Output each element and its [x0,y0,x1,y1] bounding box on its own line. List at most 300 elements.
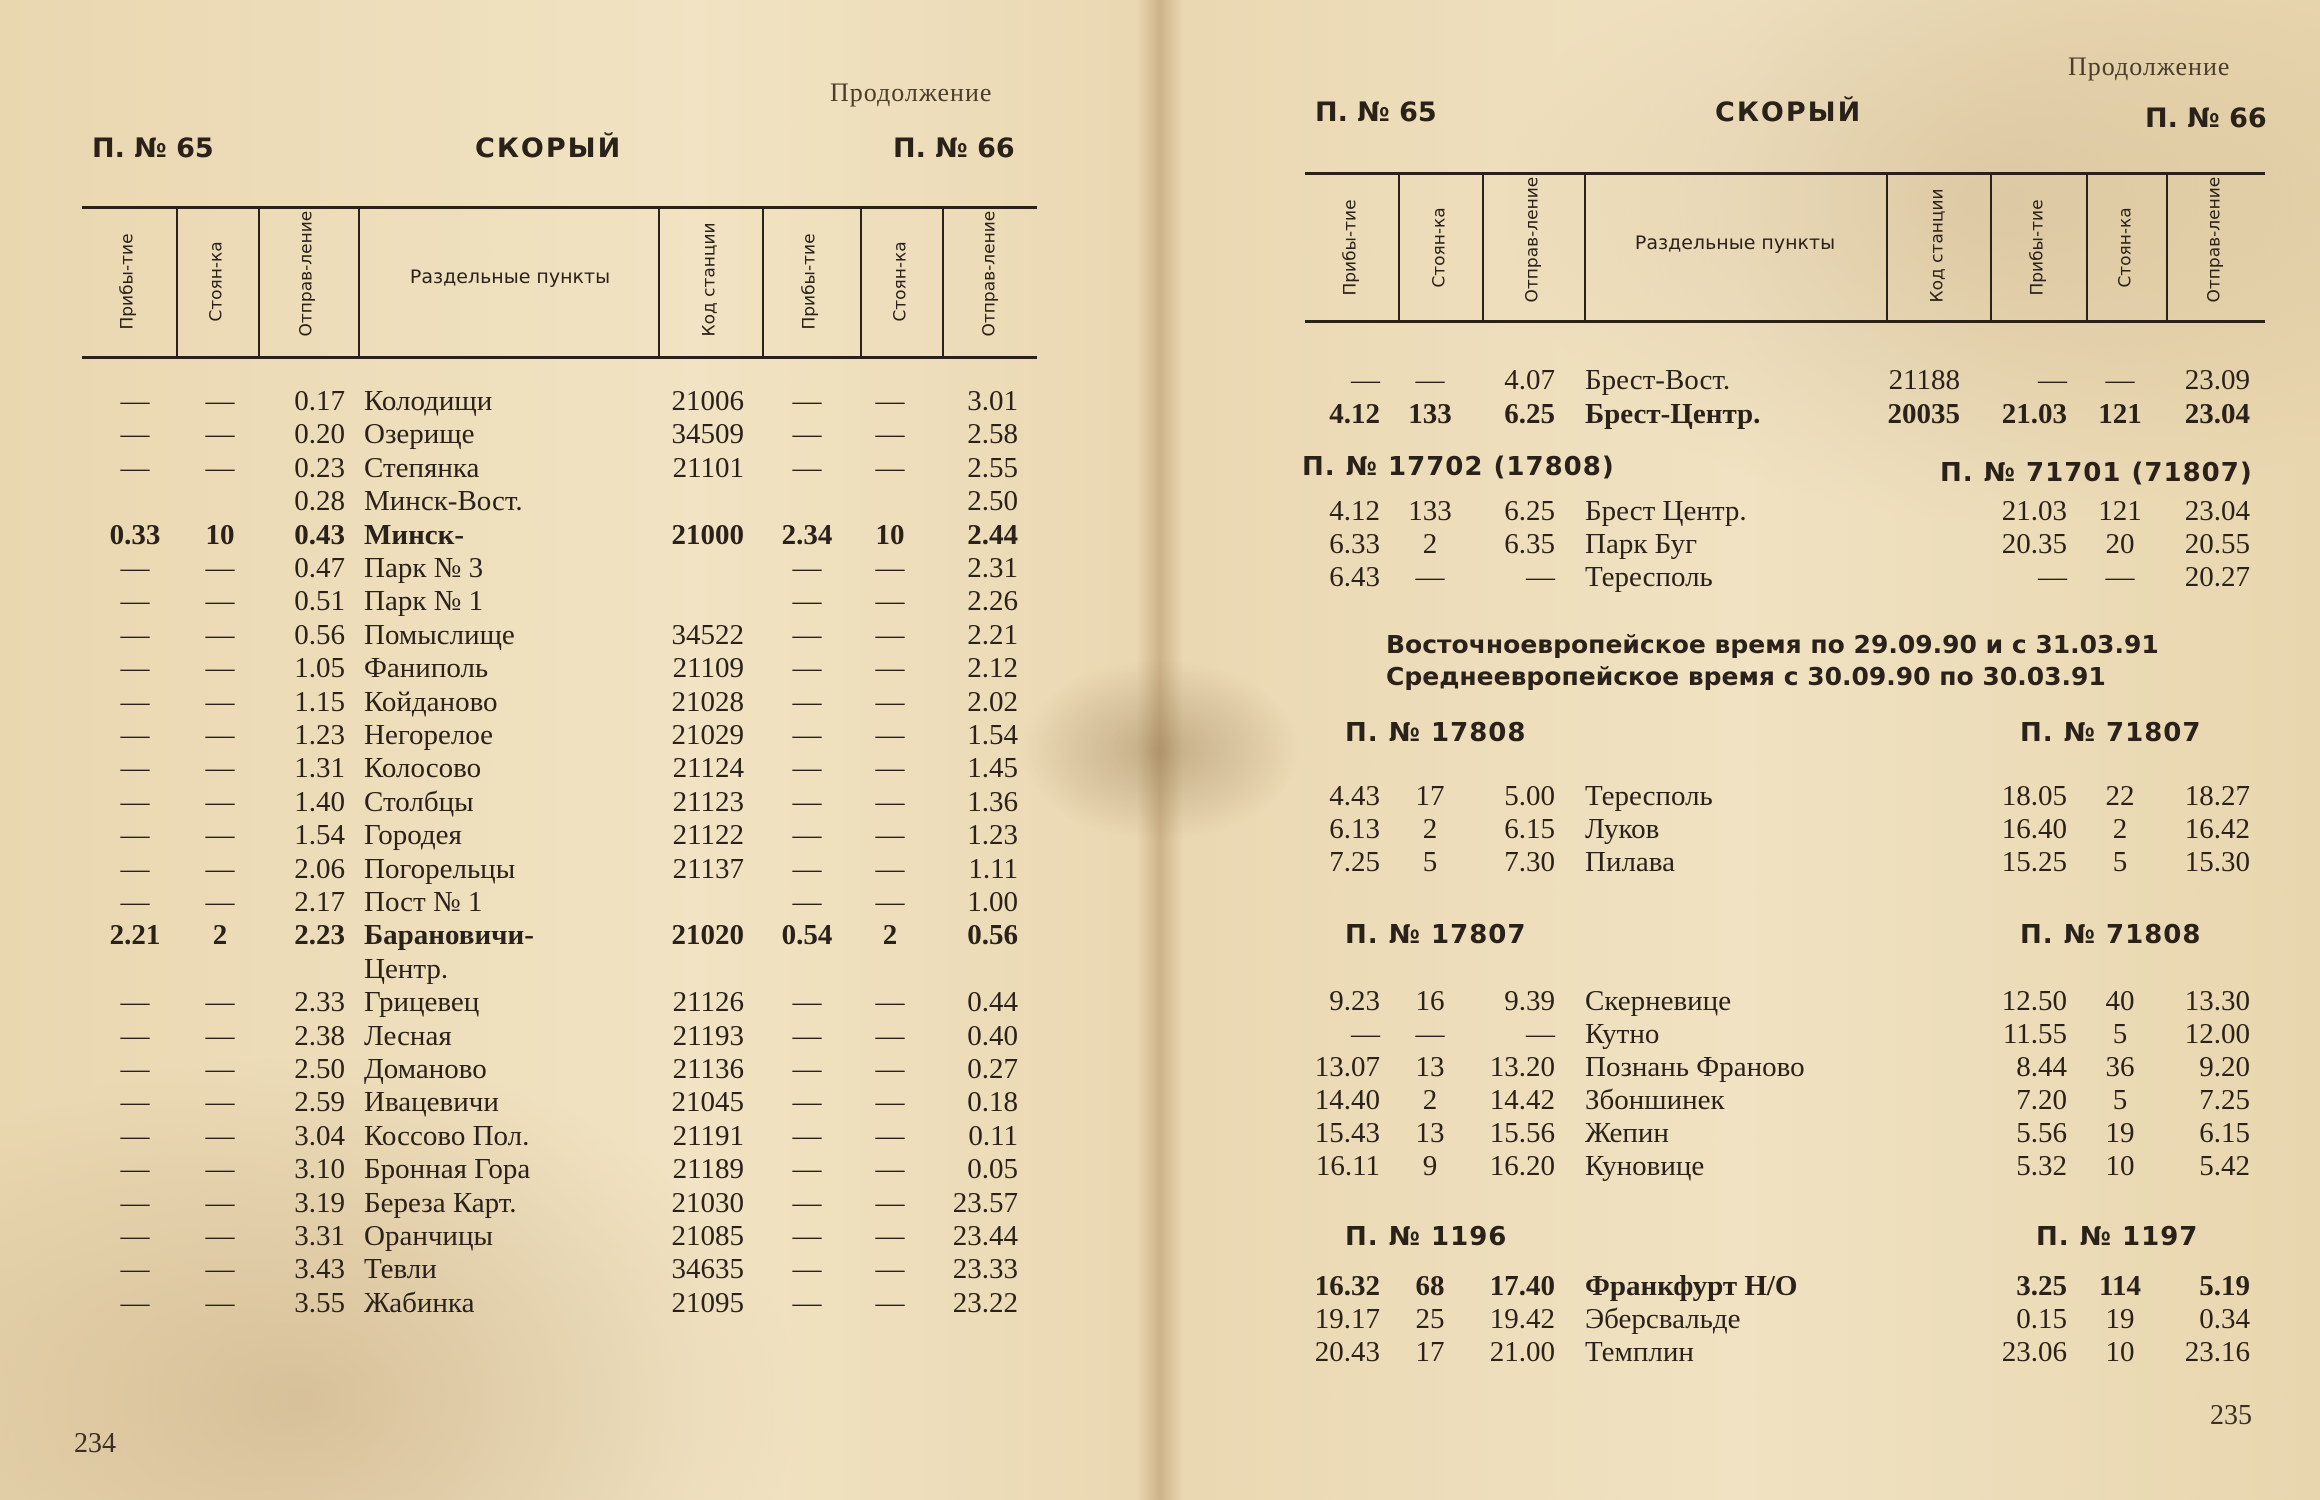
cell-departure-back: 2.50 [967,485,1018,518]
cell-stop-back: — [875,618,905,651]
cell-station: Озерище [364,418,475,451]
table-row [0,719,1160,752]
table-row [1160,846,2320,879]
cell-stop: 133 [1408,495,1452,527]
cell-departure: 0.43 [294,518,345,551]
cell-stop-back: — [875,1153,905,1186]
column-divider [258,208,260,358]
cell-departure: 1.40 [294,785,345,818]
section-train-right: П. № 71807 [2020,718,2202,748]
table-row [0,1120,1160,1153]
cell-stop-back: — [875,552,905,584]
table-row [0,1086,1160,1119]
cell-departure: 1.23 [294,719,345,751]
cell-station-code: 34509 [671,418,744,451]
train-type: СКОРЫЙ [475,133,623,164]
cell-departure-back: 2.12 [967,652,1018,685]
cell-stop: — [205,618,235,651]
table-row [1160,780,2320,813]
cell-stop-back: 10 [875,518,905,551]
cell-stop-back: 22 [2105,780,2135,812]
cell-departure: 2.59 [294,1086,345,1119]
cell-arrival-back: 16.40 [2001,813,2067,845]
cell-stop-back: — [875,1086,905,1119]
cell-station: Кутно [1585,1018,1660,1050]
cell-stop-back: 5 [2112,846,2128,878]
cell-station: Погорельцы [364,852,516,885]
cell-departure-back: 3.01 [967,385,1018,417]
cell-station: Тересполь [1585,780,1713,812]
cell-arrival: — [120,1119,150,1152]
cell-station-code: 21136 [672,1053,744,1085]
cell-arrival-back: 3.25 [2016,1270,2067,1302]
table-row [0,986,1160,1019]
cell-station-code: 21006 [671,385,744,417]
cell-departure-back: 15.30 [2184,846,2250,878]
cell-station: Тересполь [1585,561,1713,593]
cell-station-code: 34635 [671,1253,744,1286]
cell-station: Минск- [364,518,465,551]
cell-departure: 14.42 [1489,1084,1555,1116]
cell-stop: — [205,1153,235,1186]
cell-stop: — [205,1119,235,1152]
section-train-right: П. № 71808 [2020,920,2202,950]
column-divider [658,208,660,358]
cell-departure: 3.10 [294,1153,345,1186]
cell-arrival-back: 5.56 [2016,1117,2067,1149]
cell-station-code: 21101 [672,451,744,484]
table-row [0,1020,1160,1053]
cell-departure: 6.15 [1504,813,1555,845]
cell-departure: — [1526,1018,1555,1050]
cell-departure-back: 1.11 [968,852,1018,885]
cell-stop: — [205,652,235,685]
col-header-station-code: Код станции [699,222,720,337]
table-row [0,1287,1160,1320]
cell-departure: 3.19 [294,1186,345,1219]
cell-departure-back: 23.16 [2184,1336,2250,1368]
cell-arrival-back: 20.35 [2001,528,2067,560]
col-header-arrival: Прибы-тие [799,233,820,330]
cell-stop-back: — [875,852,905,885]
cell-station: Луков [1585,813,1660,845]
cell-departure: 1.05 [294,652,345,685]
cell-stop: — [205,785,235,818]
cell-station: Познань Франово [1585,1051,1805,1083]
cell-departure-back: 1.23 [967,819,1018,852]
section-train-right: П. № 71701 (71807) [1940,458,2253,488]
cell-arrival-back: — [792,752,822,785]
cell-departure: 0.20 [294,418,345,451]
cell-departure-back: 0.44 [967,986,1018,1019]
column-divider [1398,174,1400,322]
cell-arrival: — [120,852,150,885]
column-divider [762,208,764,358]
cell-station-code: 21189 [672,1153,744,1186]
cell-stop-back: — [875,785,905,818]
cell-station: Минск-Вост. [364,485,523,518]
cell-arrival-back: — [792,1253,822,1286]
cell-stop: 25 [1415,1303,1445,1335]
cell-arrival-back: — [792,1053,822,1085]
cell-arrival-back: — [792,552,822,584]
cell-station: Куновице [1585,1150,1705,1182]
cell-departure-back: 23.09 [2184,364,2250,396]
cell-departure: 0.51 [294,585,345,618]
col-header-stop: Стоян-ка [206,241,227,322]
section-train-right: П. № 1197 [2036,1222,2199,1252]
col-header-departure: Отправ-ление [2204,176,2225,303]
cell-departure: 4.07 [1504,364,1555,396]
cell-departure: 6.25 [1504,495,1555,527]
cell-station-code: 21122 [672,819,744,852]
cell-stop-back: — [875,1053,905,1085]
cell-stop-back: 114 [2099,1270,2141,1302]
cell-arrival-back: 11.55 [2002,1018,2067,1050]
cell-station: Койданово [364,685,498,718]
cell-arrival: — [120,719,150,751]
cell-stop-back: — [875,719,905,751]
table-row [0,886,1160,919]
cell-departure-back: 2.21 [967,618,1018,651]
table-row [1160,528,2320,561]
cell-arrival: — [120,451,150,484]
cell-stop: — [1415,1018,1445,1050]
cell-arrival-back: — [792,418,822,451]
cell-arrival: — [1351,1018,1380,1050]
cell-departure-back: 5.42 [2199,1150,2250,1182]
cell-stop: — [205,1053,235,1085]
table-top-rule [1305,172,2265,175]
cell-departure-back: 20.27 [2184,561,2250,593]
cell-station: Грицевец [364,986,480,1019]
cell-departure: 21.00 [1489,1336,1555,1368]
cell-arrival: 6.33 [1329,528,1380,560]
cell-station: Коссово Пол. [364,1119,530,1152]
cell-departure: 1.31 [294,752,345,785]
col-header-departure: Отправ-ление [979,210,1000,337]
cell-departure-back: 2.58 [967,418,1018,451]
cell-stop: 10 [205,518,235,551]
column-divider [2086,174,2088,322]
cell-station-code: 21126 [672,986,744,1019]
cell-stop: — [205,719,235,751]
cell-arrival: 7.25 [1329,846,1380,878]
cell-departure: 3.55 [294,1286,345,1319]
cell-station: Эберсвальде [1585,1303,1741,1335]
cell-station: Парк № 3 [364,552,484,584]
cell-departure: 2.33 [294,986,345,1019]
cell-departure: 17.40 [1489,1270,1555,1302]
cell-departure: 0.47 [294,552,345,584]
cell-stop: — [205,986,235,1019]
cell-station-code: 34522 [671,618,744,651]
table-header-rule [1305,320,2265,323]
cell-stop: — [205,752,235,785]
table-row [0,953,1160,986]
cell-departure-back: 2.26 [967,585,1018,618]
table-row [0,686,1160,719]
cell-station: Колосово [364,752,482,785]
cell-stop: — [205,1186,235,1219]
cell-arrival: — [120,785,150,818]
cell-departure: 2.50 [294,1053,345,1085]
table-row [0,853,1160,886]
cell-departure-back: 2.02 [967,685,1018,718]
cell-stop: 16 [1415,985,1445,1017]
cell-stop-back: — [875,1220,905,1252]
column-divider [860,208,862,358]
table-row [0,1253,1160,1286]
cell-departure-back: 0.11 [968,1119,1018,1152]
cell-departure: 5.00 [1504,780,1555,812]
table-row [1160,364,2320,397]
table-row [1160,1150,2320,1183]
cell-arrival: — [120,618,150,651]
cell-arrival: — [120,552,150,584]
cell-departure-back: 1.54 [967,719,1018,751]
cell-arrival-back: 12.50 [2001,985,2067,1017]
table-row [1160,1336,2320,1369]
cell-arrival: 0.33 [109,518,161,551]
cell-arrival: — [1351,364,1380,396]
table-row [0,819,1160,852]
cell-station-code: 21029 [671,719,744,751]
cell-stop-back: — [2105,364,2135,396]
col-header-arrival: Прибы-тие [2027,199,2048,296]
cell-departure: 2.06 [294,852,345,885]
cell-station: Береза Карт. [364,1186,517,1219]
cell-departure-back: 16.42 [2184,813,2250,845]
right-page [1160,0,2320,1500]
cell-stop-back: — [875,385,905,417]
cell-arrival: — [120,752,150,785]
table-row [1160,561,2320,594]
cell-arrival: — [120,1286,150,1319]
cell-departure-back: 23.04 [2184,398,2250,430]
cell-stop-back: — [875,451,905,484]
cell-arrival-back: — [792,1286,822,1319]
cell-stop-back: — [875,418,905,451]
cell-station: Центр. [364,952,449,985]
cell-station-code: 21028 [671,685,744,718]
cell-stop: — [205,552,235,584]
cell-stop-back: — [875,685,905,718]
cell-departure: 0.17 [294,385,345,417]
continuation-label: Продолжение [2068,52,2231,81]
cell-stop: — [205,585,235,618]
cell-arrival: — [120,1019,150,1052]
cell-arrival-back: — [2038,561,2067,593]
cell-arrival: 15.43 [1314,1117,1380,1149]
cell-stop: 2 [212,919,228,952]
cell-station: Пост № 1 [364,886,483,918]
cell-stop: 9 [1422,1150,1438,1182]
cell-departure-back: 0.56 [967,919,1018,952]
train-number-left: П. № 65 [92,133,214,164]
column-divider [942,208,944,358]
cell-arrival-back: — [792,986,822,1019]
cell-departure: 16.20 [1489,1150,1555,1182]
cell-stop: — [205,1253,235,1286]
page-number: 234 [74,1428,116,1459]
cell-arrival: 4.12 [1329,398,1380,430]
cell-departure-back: 18.27 [2184,780,2250,812]
cell-station: Степянка [364,451,480,484]
cell-arrival: — [120,685,150,718]
cell-departure-back: 20.55 [2184,528,2250,560]
cell-departure: 2.23 [294,919,345,952]
cell-stop-back: 19 [2105,1303,2135,1335]
cell-stop-back: 5 [2112,1084,2128,1116]
cell-departure: 9.39 [1504,985,1555,1017]
cell-arrival-back: 8.44 [2016,1051,2067,1083]
cell-stop-back: 2 [2112,813,2128,845]
cell-stop-back: — [2105,561,2135,593]
cell-arrival-back: 21.03 [2001,495,2067,527]
cell-station: Лесная [364,1019,452,1052]
cell-station: Оранчицы [364,1220,493,1252]
cell-station: Скерневице [1585,985,1732,1017]
column-divider [1886,174,1888,322]
cell-departure-back: 23.57 [952,1186,1018,1219]
cell-departure: — [1526,561,1555,593]
continuation-label: Продолжение [830,78,993,107]
table-row [1160,1270,2320,1303]
cell-departure: 1.54 [294,819,345,852]
cell-stop: — [205,1220,235,1252]
cell-departure-back: 12.00 [2184,1018,2250,1050]
cell-departure-back: 2.44 [967,518,1018,551]
cell-arrival-back: 15.25 [2001,846,2067,878]
cell-arrival: 4.12 [1329,495,1380,527]
cell-arrival: 19.17 [1314,1303,1380,1335]
col-header-departure: Отправ-ление [296,210,317,337]
cell-departure: 0.23 [294,451,345,484]
cell-arrival: 16.11 [1315,1150,1380,1182]
cell-stop-back: 36 [2105,1051,2135,1083]
cell-arrival-back: — [792,1019,822,1052]
cell-departure: 6.25 [1504,398,1555,430]
cell-departure-back: 13.30 [2184,985,2250,1017]
cell-arrival: 20.43 [1314,1336,1380,1368]
cell-arrival-back: 2.34 [781,518,833,551]
column-divider [1584,174,1586,322]
table-row [1160,1084,2320,1117]
cell-station: Жабинка [364,1286,475,1319]
cell-arrival-back: — [792,1153,822,1186]
timezone-note: Среднеевропейское время с 30.09.90 по 30.03.91 [1386,662,2106,691]
cell-departure-back: 1.00 [967,886,1018,918]
cell-stop-back: — [875,986,905,1019]
cell-arrival: — [120,1153,150,1186]
table-row [0,418,1160,451]
cell-station-code: 21137 [672,852,744,885]
cell-stop: — [1415,561,1445,593]
cell-stop: — [205,852,235,885]
cell-station-code: 21095 [671,1286,744,1319]
column-divider [1990,174,1992,322]
train-type: СКОРЫЙ [1715,97,1863,128]
cell-departure: 13.20 [1489,1051,1555,1083]
cell-stop-back: 20 [2105,528,2135,560]
cell-arrival-back: 18.05 [2001,780,2067,812]
cell-stop-back: — [875,1019,905,1052]
cell-stop: — [205,886,235,918]
cell-arrival-back: — [792,451,822,484]
cell-stop: 2 [1422,528,1438,560]
col-header-arrival: Прибы-тие [117,233,138,330]
cell-stop: — [205,451,235,484]
cell-arrival: 9.23 [1329,985,1380,1017]
cell-arrival: — [120,819,150,852]
cell-stop: 17 [1415,1336,1445,1368]
cell-departure-back: 0.05 [967,1153,1018,1186]
col-header-stop: Стоян-ка [890,241,911,322]
cell-arrival-back: 0.15 [2016,1303,2067,1335]
cell-arrival: 13.07 [1314,1051,1380,1083]
table-row [1160,1303,2320,1336]
table-row [1160,398,2320,431]
cell-departure: 0.28 [294,485,345,518]
table-row [1160,985,2320,1018]
cell-station: Доманово [364,1053,487,1085]
cell-station: Бронная Гора [364,1153,531,1186]
cell-station-code: 21193 [672,1019,744,1052]
table-row [0,1153,1160,1186]
cell-station: Брест-Центр. [1585,398,1761,430]
train-number-left: П. № 65 [1315,97,1437,128]
cell-departure-back: 1.45 [967,752,1018,785]
col-header-departure: Отправ-ление [1522,176,1543,303]
table-row [1160,1051,2320,1084]
col-header-arrival: Прибы-тие [1340,199,1361,296]
cell-stop-back: — [875,1119,905,1152]
cell-arrival: — [120,1053,150,1085]
cell-departure: 3.43 [294,1253,345,1286]
cell-stop: — [205,418,235,451]
cell-stop-back: — [875,752,905,785]
table-row [0,585,1160,618]
cell-arrival: — [120,385,150,417]
cell-departure-back: 6.15 [2199,1117,2250,1149]
cell-arrival-back: — [2038,364,2067,396]
cell-station: Тевли [364,1253,437,1286]
cell-station: Жепин [1585,1117,1669,1149]
cell-arrival-back: — [792,1220,822,1252]
cell-departure-back: 7.25 [2199,1084,2250,1116]
cell-departure: 2.38 [294,1019,345,1052]
table-row [0,485,1160,518]
cell-departure: 6.35 [1504,528,1555,560]
cell-stop: 13 [1415,1117,1445,1149]
cell-stop-back: 10 [2105,1150,2135,1182]
cell-departure-back: 0.27 [967,1053,1018,1085]
cell-stop-back: — [875,1253,905,1286]
cell-arrival-back: 7.20 [2016,1084,2067,1116]
cell-station: Брест Центр. [1585,495,1747,527]
cell-station-code: 21191 [672,1119,744,1152]
cell-departure-back: 0.34 [2199,1303,2250,1335]
table-row [0,452,1160,485]
cell-stop-back: 10 [2105,1336,2135,1368]
table-row [0,1053,1160,1086]
cell-arrival-back: 21.03 [2001,398,2067,430]
cell-stop-back: 121 [2098,398,2142,430]
timezone-note: Восточноевропейское время по 29.09.90 и с 31.03.91 [1386,630,2159,659]
cell-station-code: 20035 [1887,398,1960,430]
col-header-stations: Раздельные пункты [409,266,611,288]
